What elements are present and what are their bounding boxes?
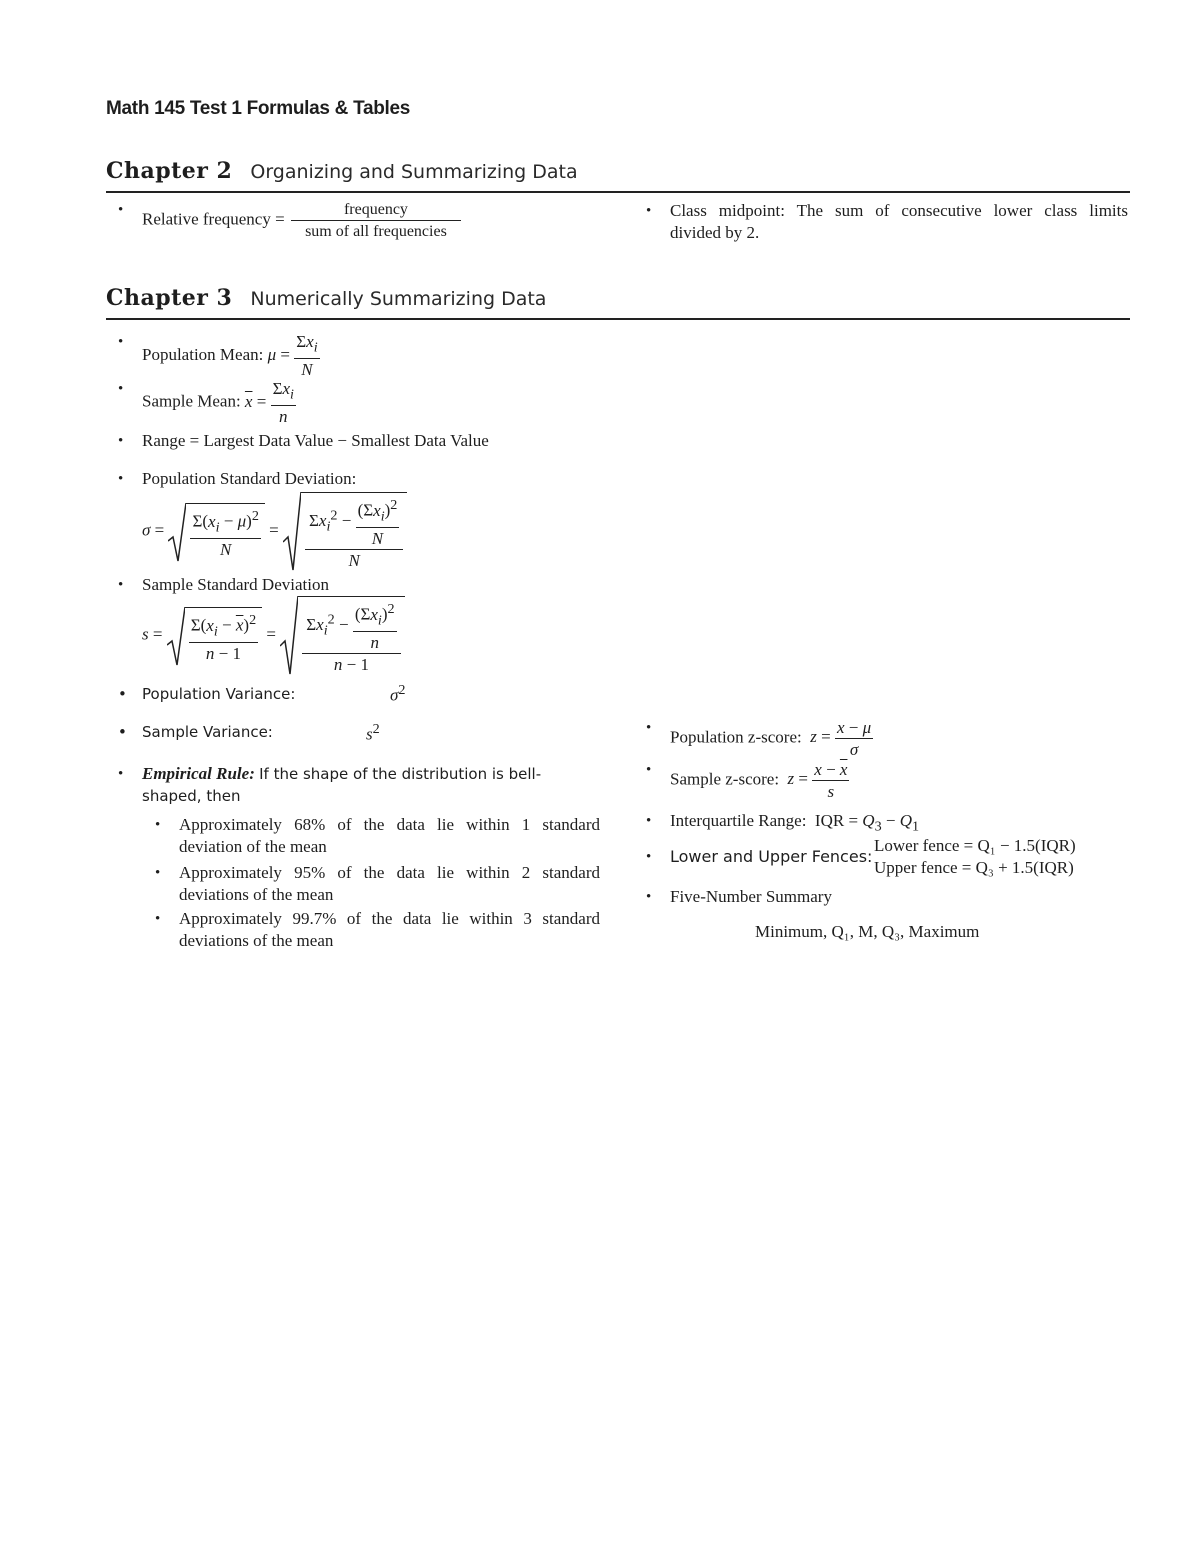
range-formula: • Range = Largest Data Value − Smallest Data Value bbox=[142, 430, 489, 452]
document-title: Math 145 Test 1 Formulas & Tables bbox=[106, 98, 411, 119]
population-z-expression: z = $\frac{x - \mu}{\sigma}$ bbox=[810, 718, 872, 759]
population-mean-expression: μ = $\frac{\Sigma x_i}{N}$ bbox=[267, 332, 318, 380]
radical-sign-icon bbox=[283, 492, 301, 572]
population-variance-label: • Population Variance: bbox=[142, 685, 295, 703]
chapter-3-number: Chapter 3 bbox=[106, 285, 233, 311]
empirical-rule-title: Empirical Rule: bbox=[142, 764, 255, 783]
population-mean-formula bbox=[142, 331, 320, 380]
class-midpoint-line2: divided by 2. bbox=[670, 223, 760, 242]
empirical-rule-text-line2: shaped, then bbox=[142, 787, 241, 805]
sample-mean-formula bbox=[142, 378, 296, 427]
radical-sign-icon bbox=[168, 503, 186, 563]
sample-mean-label: Sample Mean: bbox=[142, 391, 241, 411]
sample-mean-expression: $\overline{x}$ = $\frac{\Sigma x_i}{n}$ bbox=[244, 379, 294, 427]
sample-z-expression: z = $\frac{x - \overline{x}}{s}$ bbox=[787, 760, 848, 801]
iqr-formula bbox=[670, 810, 919, 837]
five-number-summary-label: • Five-Number Summary bbox=[670, 886, 832, 908]
sample-sd-radical-1: $\frac{\Sigma(x_i - \overline{x})^2}{n - 1}$ bbox=[167, 607, 262, 664]
chapter-2-name: Organizing and Summarizing Data bbox=[250, 161, 578, 183]
sample-sd-radical-2: $\Sigma x_i^2$ − $\frac{(\Sigma x_i)^2}{n}$ n − 1 bbox=[280, 596, 404, 675]
chapter-3-name: Numerically Summarizing Data bbox=[250, 288, 547, 310]
empirical-95-line1: • Approximately 95% of the data lie within 2 standard bbox=[179, 863, 600, 882]
sample-z-score-formula bbox=[670, 759, 849, 802]
relative-frequency-formula bbox=[142, 199, 461, 242]
chapter-2-number: Chapter 2 bbox=[106, 158, 233, 184]
empirical-rule-text-line1: If the shape of the distribution is bell- bbox=[259, 765, 542, 783]
empirical-997-line2: deviations of the mean bbox=[179, 931, 334, 950]
relative-frequency-label: Relative frequency = bbox=[142, 209, 285, 229]
population-z-label: Population z-score: bbox=[670, 727, 802, 747]
iqr-expression: IQR = $Q_3 - Q_1$ bbox=[810, 811, 920, 835]
relative-frequency-fraction bbox=[291, 199, 461, 242]
lower-fence: Lower fence = Q₁ − 1.5(IQR) bbox=[874, 836, 1076, 855]
empirical-997-line1: • Approximately 99.7% of the data lie within 3 standard bbox=[179, 909, 600, 928]
population-z-score-formula bbox=[670, 717, 873, 760]
relative-frequency-numerator: frequency bbox=[291, 199, 461, 221]
population-sd-radical-2: $\Sigma x_i^2$ − $\frac{(\Sigma x_i)^2}{N}$ N bbox=[283, 492, 407, 571]
sample-variance-expression: $s^2$ bbox=[366, 721, 380, 744]
population-sd-label: • Population Standard Deviation: bbox=[142, 468, 356, 490]
chapter-2-heading bbox=[106, 158, 578, 184]
empirical-68-line1: • Approximately 68% of the data lie within 1 standard bbox=[179, 815, 600, 834]
sample-sd-label: • Sample Standard Deviation bbox=[142, 574, 329, 596]
fences-label: Lower and Upper Fences: bbox=[670, 847, 873, 866]
sample-variance-label-text: • Sample Variance: bbox=[142, 723, 273, 741]
empirical-rule-997 bbox=[179, 908, 600, 952]
empirical-rule-item bbox=[142, 763, 602, 807]
sample-sd-formula: s = $\frac{\Sigma(x_i - \overline{x})^2}{n - 1}$ = $\Sigma x_i^2$ − $\frac{(\Sigma x_i)^2}{n}$ n − 1 bbox=[142, 596, 405, 675]
class-midpoint-item bbox=[670, 200, 1128, 244]
population-variance-expression: $\sigma^2$ bbox=[390, 682, 406, 705]
empirical-rule-95 bbox=[179, 862, 600, 906]
chapter-3-heading bbox=[106, 285, 546, 311]
relative-frequency-denominator: sum of all frequencies bbox=[305, 223, 447, 240]
empirical-95-line2: deviations of the mean bbox=[179, 885, 334, 904]
chapter-2-rule bbox=[106, 191, 1130, 193]
radical-sign-icon bbox=[167, 607, 185, 667]
chapter-3-rule bbox=[106, 318, 1130, 320]
empirical-rule-68 bbox=[179, 814, 600, 858]
iqr-label: Interquartile Range: bbox=[670, 811, 807, 830]
sample-z-label: Sample z-score: bbox=[670, 769, 780, 789]
five-number-summary-value: Minimum, Q₁, M, Q₃, Maximum bbox=[755, 922, 980, 941]
class-midpoint-line1: • Class midpoint: The sum of consecutive lower class limits bbox=[670, 201, 1128, 220]
fences-formula bbox=[670, 846, 872, 868]
population-sd-formula: σ = $\frac{\Sigma(x_i - \mu)^2}{N}$ = $\Sigma x_i^2$ − $\frac{(\Sigma x_i)^2}{N}$ N bbox=[142, 492, 407, 571]
population-mean-label: Population Mean: bbox=[142, 344, 264, 364]
empirical-68-line2: deviation of the mean bbox=[179, 837, 327, 856]
radical-sign-icon bbox=[280, 596, 298, 676]
population-sd-radical-1: $\frac{\Sigma(x_i - \mu)^2}{N}$ bbox=[168, 503, 264, 560]
upper-fence: Upper fence = Q₃ + 1.5(IQR) bbox=[874, 858, 1074, 877]
